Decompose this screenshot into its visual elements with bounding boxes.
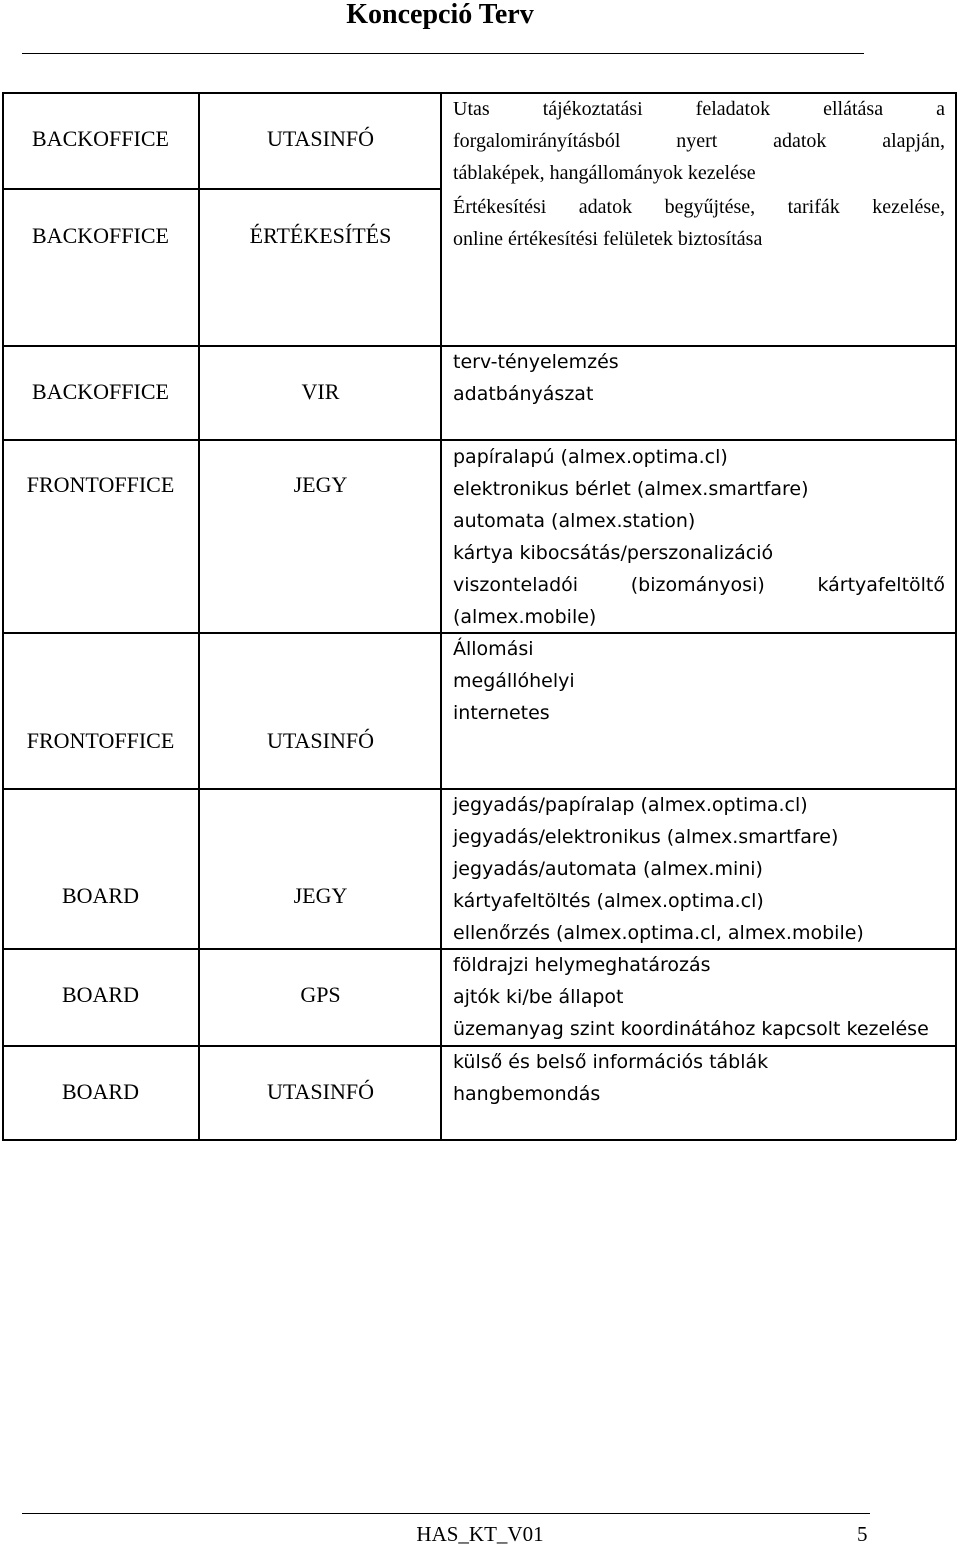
description-line: ajtók ki/be állapot	[453, 986, 624, 1008]
description-line: kártya kibocsátás/perszonalizáció	[453, 542, 774, 564]
system-cell: BACKOFFICE	[32, 223, 169, 248]
system-cell: BACKOFFICE	[32, 379, 169, 404]
system-cell: BOARD	[61, 1079, 139, 1104]
description-line: online értékesítési felületek biztosítása	[453, 228, 763, 250]
system-cell: BOARD	[61, 883, 139, 908]
module-cell: UTASINFÓ	[266, 126, 375, 151]
system-cell: BOARD	[61, 982, 139, 1007]
description-line: adatbányászat	[453, 383, 594, 405]
description-cell	[453, 346, 945, 410]
module-cell: UTASINFÓ	[266, 1079, 375, 1104]
footer-page-number: 5	[857, 1522, 868, 1546]
description-line: automata (almex.station)	[453, 510, 696, 532]
module-cell: JEGY	[293, 472, 348, 497]
description-line: Állomási	[453, 638, 534, 660]
description-line: viszonteladói (bizományosi) kártyafeltöltő	[453, 574, 945, 596]
description-line: Utas tájékoztatási feladatok ellátása a	[453, 98, 945, 120]
description-line: Értékesítési adatok begyűjtése, tarifák kezelése,	[453, 196, 945, 218]
description-cell	[453, 1046, 945, 1110]
description-line: (almex.mobile)	[453, 606, 597, 628]
description-line: üzemanyag szint koordinátához kapcsolt kezelése	[453, 1018, 929, 1040]
table-border	[955, 92, 957, 1140]
table-border	[2, 188, 441, 190]
description-line: jegyadás/automata (almex.mini)	[453, 858, 763, 880]
description-cell	[453, 93, 945, 189]
module-cell: UTASINFÓ	[266, 728, 375, 753]
description-line: földrajzi helymeghatározás	[453, 954, 711, 976]
system-cell: FRONTOFFICE	[26, 728, 175, 753]
description-cell	[453, 441, 945, 633]
module-cell: VIR	[301, 379, 340, 404]
module-cell: JEGY	[293, 883, 348, 908]
description-line: jegyadás/papíralap (almex.optima.cl)	[453, 794, 808, 816]
system-cell: FRONTOFFICE	[26, 472, 175, 497]
description-cell	[453, 789, 945, 949]
description-line: ellenőrzés (almex.optima.cl, almex.mobile)	[453, 922, 864, 944]
system-cell: BACKOFFICE	[32, 126, 169, 151]
footer-rule	[22, 1513, 870, 1514]
description-line: internetes	[453, 702, 550, 724]
description-line: kártyafeltöltés (almex.optima.cl)	[453, 890, 764, 912]
description-line: hangbemondás	[453, 1083, 601, 1105]
description-cell	[453, 191, 945, 255]
description-cell	[453, 949, 945, 1045]
module-cell: ÉRTÉKESÍTÉS	[249, 223, 392, 248]
description-line: terv-tényelemzés	[453, 351, 619, 373]
module-cell: GPS	[300, 982, 341, 1007]
footer-document-id: HAS_KT_V01	[416, 1522, 544, 1546]
description-cell	[453, 633, 945, 729]
description-line: elektronikus bérlet (almex.smartfare)	[453, 478, 809, 500]
table-border	[2, 1139, 956, 1141]
description-line: papíralapú (almex.optima.cl)	[453, 446, 728, 468]
description-line: megállóhelyi	[453, 670, 575, 692]
description-line: jegyadás/elektronikus (almex.smartfare)	[453, 826, 839, 848]
page-title: Koncepció Terv	[346, 0, 534, 30]
description-line: külső és belső információs táblák	[453, 1051, 769, 1073]
description-line: forgalomirányításból nyert adatok alapján,	[453, 130, 945, 152]
description-line: táblaképek, hangállományok kezelése	[453, 162, 756, 184]
header-rule	[22, 53, 864, 54]
